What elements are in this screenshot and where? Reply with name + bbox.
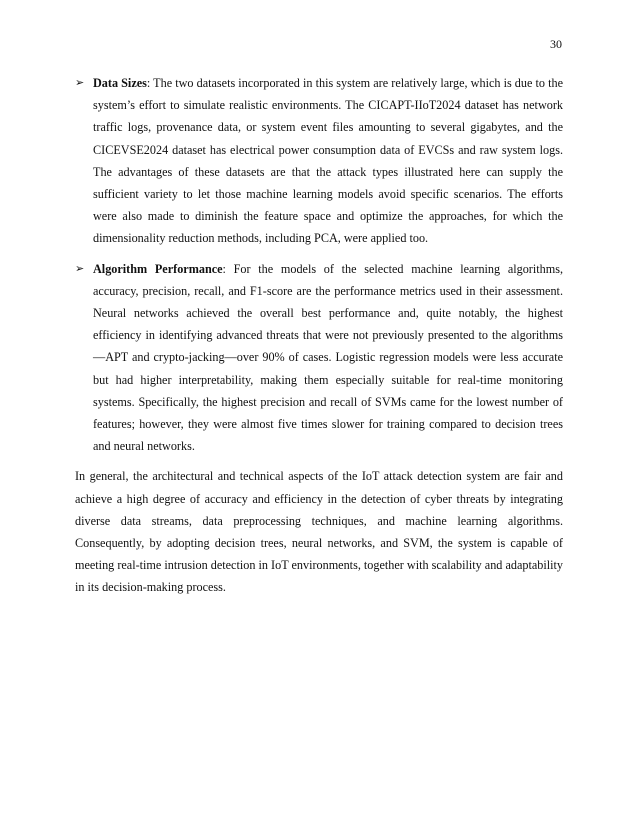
conclusion-paragraph: In general, the architectural and technical aspects of the IoT attack detection system are fair and achieve a high degree of accuracy and efficiency in the detection of cyber threats by integrating diverse data streams, data preprocessing techniques, and machine learning algorithms. Consequently, by adopting decision trees, neural networks, and SVM, the system is capable of meeting real-time intrusion detection in IoT environments, together with scalability and adaptability in its decision-making process. xyxy=(75,469,563,595)
page-number: 30 xyxy=(550,37,562,51)
arrow-bullet-icon: ➢ xyxy=(75,262,85,275)
bullet-item-data-sizes xyxy=(75,72,563,250)
bullet-heading: Data Sizes xyxy=(93,76,147,90)
page-content xyxy=(75,72,563,599)
bullet-heading: Algorithm Performance xyxy=(93,261,223,276)
bullet-body: : The two datasets incorporated in this system are relatively large, which is due to the system’s effort to simulate realistic environments. The CICAPT-IIoT2024 dataset has network traffic logs, provenance data, or system event files amounting to several gigabytes, and the CICEVSE2024 dataset has electrical power consumption data of EVCSs and raw system logs. The advantages of these datasets are that the attack types illustrated here can supply the sufficient variety to let those machine learning models avoid specific scenarios. The efforts were also made to diminish the feature space and optimize the approaches, for which the dimensionality reduction methods, including PCA, were applied too. xyxy=(93,76,563,246)
bullet-body: : For the models of the selected machine learning algorithms, accuracy, precision, recall, and F1-score are the performance metrics used in their assessment. Neural networks achieved the overall best performance and, quite notably, the highest efficiency in identifying advanced threats that were not previously presented to the algorithms—APT and crypto-jacking—over 90% of cases. Logistic regression models were less accurate but had higher interpretability, making them especially suitable for real-time monitoring systems. Specifically, the highest precision and recall of SVMs came for the lowest number of features; however, they were almost five times slower for training compared to decision trees and neural networks. xyxy=(93,261,564,454)
arrow-bullet-icon: ➢ xyxy=(75,77,85,89)
bullet-paragraph xyxy=(93,72,563,250)
bullet-paragraph xyxy=(93,258,563,458)
bullet-item-algorithm-performance xyxy=(75,258,563,458)
